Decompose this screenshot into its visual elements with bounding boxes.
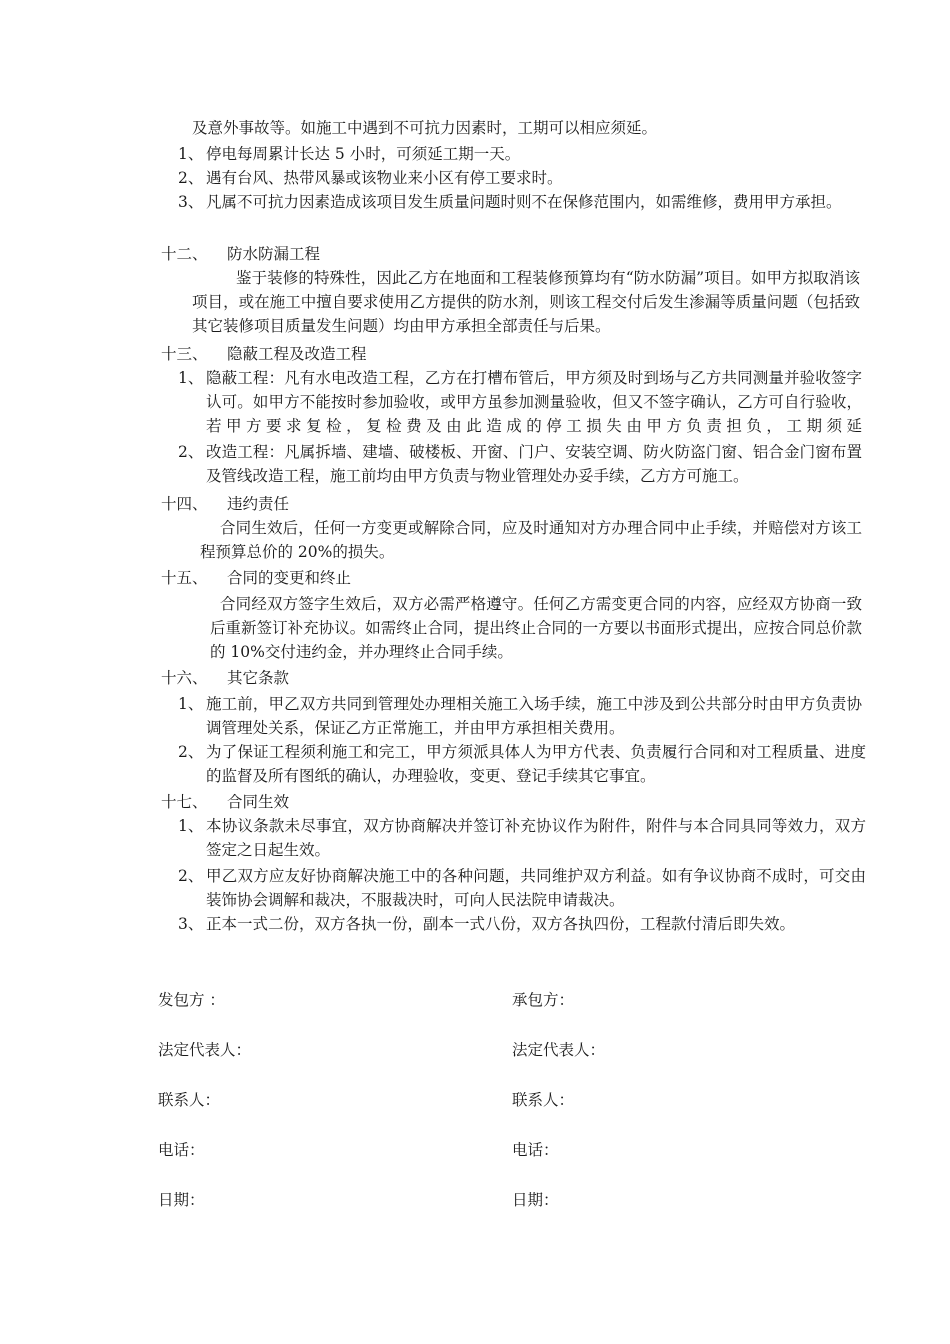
- section-title: 合同生效: [227, 793, 290, 811]
- party-a-label: 发包方 ：: [158, 991, 225, 1009]
- force-item-3: [178, 190, 868, 238]
- section-15-heading: [161, 566, 351, 590]
- item-text: 凡属不可抗力因素造成该项目发生质量问题时则不在保修范围内，如需维修，费用甲方承担。: [206, 193, 842, 211]
- party-a-phone-label: 电话：: [158, 1141, 205, 1159]
- section-14-heading: [161, 492, 289, 516]
- item-number: 1、: [178, 145, 204, 163]
- section-12-heading: [161, 242, 320, 266]
- section-number: 十四、: [161, 495, 208, 513]
- party-b-date-label: 日期：: [512, 1191, 559, 1209]
- party-a-date-label: 日期：: [158, 1191, 205, 1209]
- item-number: 3、: [178, 915, 204, 933]
- section-16-item-1: [178, 692, 868, 740]
- section-number: 十三、: [161, 345, 208, 363]
- section-title: 防水防漏工程: [227, 245, 321, 263]
- section-number: 十五、: [161, 569, 208, 587]
- item-number: 1、: [178, 369, 204, 387]
- intro-line: 及意外事故等。如施工中遇到不可抗力因素时，工期可以相应须延。: [192, 119, 658, 137]
- section-13-heading: [161, 342, 367, 366]
- party-a-legal-rep-label: 法定代表人：: [158, 1041, 252, 1059]
- item-text: 为了保证工程须利施工和完工，甲方须派具体人为甲方代表、负责履行合同和对工程质量、进度的监督及所有图纸的确认，办理验收，变更、登记手续其它事宜。: [206, 743, 866, 785]
- item-number: 2、: [178, 443, 204, 461]
- section-title: 隐蔽工程及改造工程: [227, 345, 367, 363]
- section-17-heading: [161, 790, 289, 814]
- section-number: 十七、: [161, 793, 208, 811]
- section-15-body: 合同经双方签字生效后，双方必需严格遵守。任何乙方需变更合同的内容，应经双方协商一致后重新签订补充协议。如需终止合同，提出终止合同的一方要以书面形式提出，应按合同总价款的 10%交付违约金，并办理终止合同手续。: [210, 595, 862, 661]
- section-17-item-1: [178, 814, 868, 862]
- section-title: 违约责任: [227, 495, 290, 513]
- item-text: 改造工程：凡属拆墙、建墙、破楼板、开窗、门户、安装空调、防火防盗门窗、铝合金门窗布置及管线改造工程，施工前均由甲方负责与物业管理处办妥手续，乙方方可施工。: [206, 443, 862, 485]
- section-12-body: 鉴于装修的特殊性，因此乙方在地面和工程装修预算均有“防水防漏”项目。如甲方拟取消该项目，或在施工中擅自要求使用乙方提供的防水剂，则该工程交付后发生渗漏等质量问题（包括致其它装修项目质量发生问题）均由甲方承担全部责任与后果。: [192, 269, 860, 335]
- item-number: 3、: [178, 193, 204, 211]
- party-b-legal-rep-label: 法定代表人：: [512, 1041, 606, 1059]
- item-number: 2、: [178, 867, 204, 885]
- item-text: 正本一式二份，双方各执一份，副本一式八份，双方各执四份，工程款付清后即失效。: [206, 915, 796, 933]
- section-17-item-2: [178, 864, 868, 912]
- item-text: 隐蔽工程：凡有水电改造工程，乙方在打槽布管后，甲方须及时到场与乙方共同测量并验收签字认可。如甲方不能按时参加验收，或甲方虽参加测量验收，但又不签字确认，乙方可自行验收，若甲方要求复检，复检费及由此造成的停工损失由甲方负责担负，工期须延: [206, 369, 862, 435]
- section-16-item-2: [178, 740, 868, 788]
- party-a-contact-label: 联系人：: [158, 1091, 221, 1109]
- item-text: 施工前，甲乙双方共同到管理处办理相关施工入场手续，施工中涉及到公共部分时由甲方负责协调管理处关系，保证乙方正常施工，并由甲方承担相关费用。: [206, 695, 862, 737]
- section-number: 十六、: [161, 669, 208, 687]
- section-14-body: 合同生效后，任何一方变更或解除合同，应及时通知对方办理合同中止手续，并赔偿对方该工程预算总价的 20%的损失。: [200, 519, 862, 561]
- party-b-contact-label: 联系人：: [512, 1091, 575, 1109]
- item-text: 停电每周累计长达 5 小时，可须延工期一天。: [206, 145, 521, 163]
- section-16-heading: [161, 666, 289, 690]
- section-13-item-1: [178, 366, 868, 438]
- item-text: 本协议条款未尽事宜，双方协商解决并签订补充协议作为附件，附件与本合同具同等效力，双方签定之日起生效。: [206, 817, 866, 859]
- party-b-phone-label: 电话：: [512, 1141, 559, 1159]
- item-number: 1、: [178, 817, 204, 835]
- item-number: 2、: [178, 743, 204, 761]
- section-title: 合同的变更和终止: [227, 569, 352, 587]
- party-b-label: 承包方：: [512, 991, 575, 1009]
- item-text: 甲乙双方应友好协商解决施工中的各种问题，共同维护双方利益。如有争议协商不成时，可交由装饰协会调解和裁决，不服裁决时，可向人民法院申请裁决。: [206, 867, 866, 909]
- item-number: 2、: [178, 169, 204, 187]
- section-title: 其它条款: [227, 669, 290, 687]
- item-text: 遇有台风、热带风暴或该物业来小区有停工要求时。: [206, 169, 563, 187]
- section-number: 十二、: [161, 245, 208, 263]
- section-13-item-2: [178, 440, 868, 488]
- item-number: 1、: [178, 695, 204, 713]
